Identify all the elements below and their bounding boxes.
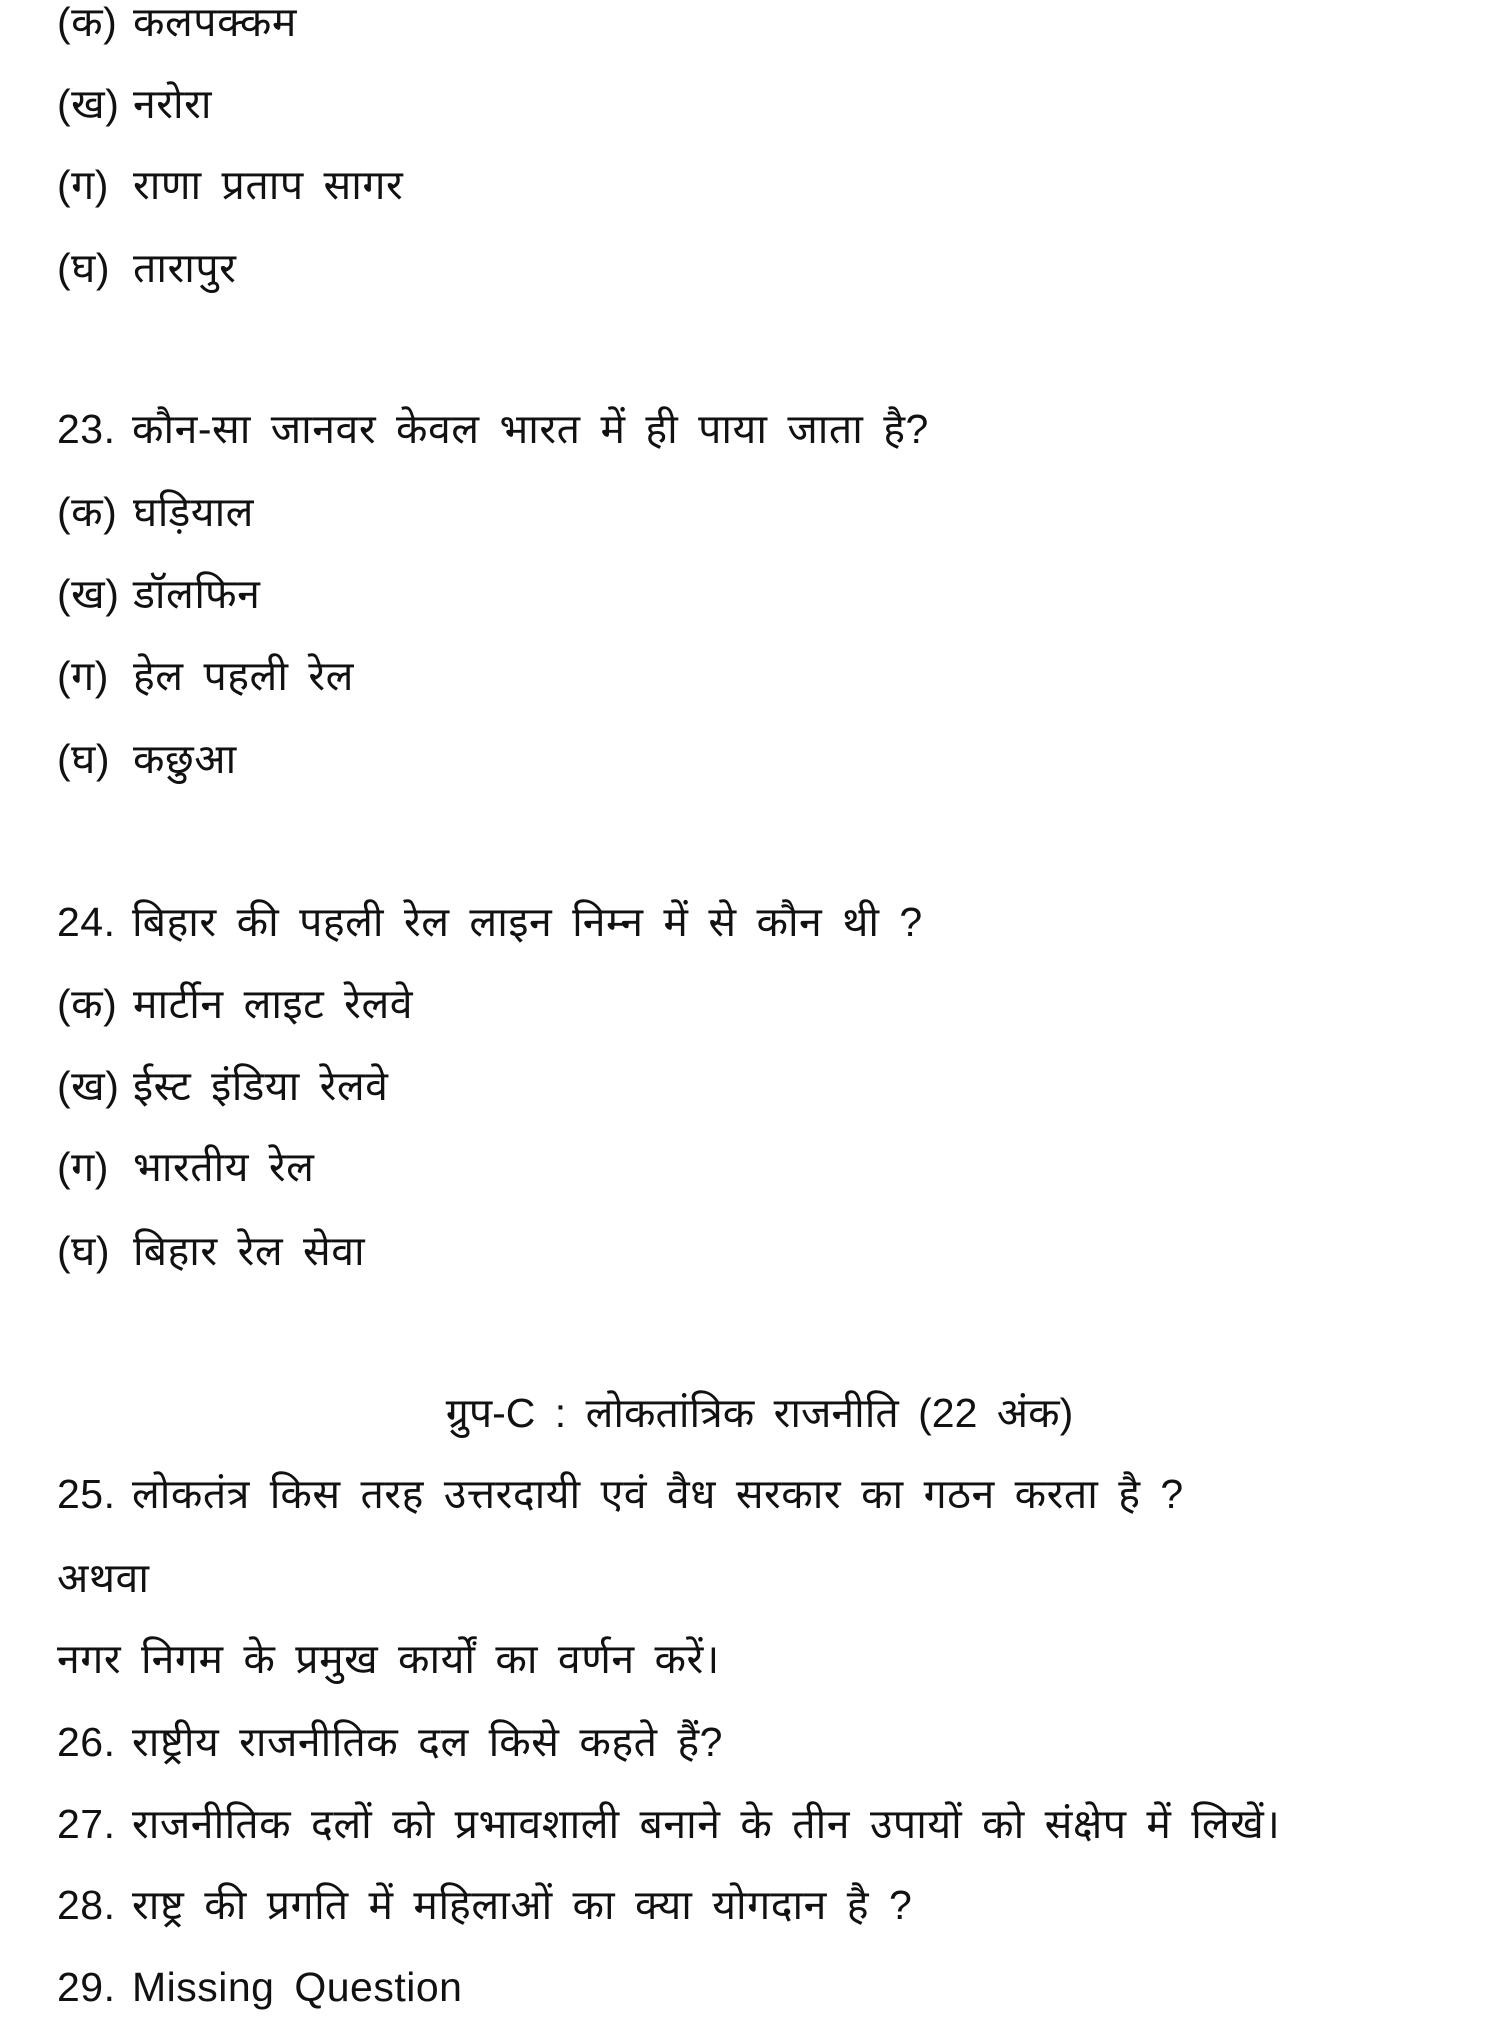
question-text: राजनीतिक दलों को प्रभावशाली बनाने के तीन उपायों को संक्षेप में लिखें। (132, 1801, 1281, 1847)
or-label: अथवा (57, 1555, 150, 1601)
q22-option-ka (57, 0, 297, 52)
option-label: (ग) (57, 1144, 109, 1190)
option-label: (क) (57, 0, 118, 45)
option-text: कलपक्कम (133, 0, 297, 45)
q24-option-gha (57, 1221, 365, 1281)
question-number: 27. (57, 1801, 116, 1847)
section-c-heading: ग्रुप-C : लोकतांत्रिक राजनीति (22 अंक) (445, 1390, 1074, 1436)
question-text: कौन-सा जानवर केवल भारत में ही पाया जाता है? (132, 406, 929, 452)
question-25 (57, 1464, 1184, 1524)
option-text: ईस्ट इंडिया रेलवे (133, 1063, 389, 1109)
q24-option-kha (57, 1056, 388, 1116)
option-label: (क) (57, 489, 118, 535)
q22-option-gha (57, 238, 236, 298)
question-25-alternative: नगर निगम के प्रमुख कार्यों का वर्णन करें। (57, 1636, 720, 1682)
q23-option-gha (57, 729, 237, 789)
question-text: बिहार की पहली रेल लाइन निम्न में से कौन थी ? (132, 899, 923, 945)
q24-option-ga (57, 1137, 314, 1197)
option-text: तारापुर (133, 245, 237, 291)
question-28 (57, 1875, 912, 1935)
question-text: राष्ट्रीय राजनीतिक दल किसे कहते हैं? (132, 1719, 723, 1765)
option-text: डॉलफिन (133, 571, 261, 617)
option-label: (ग) (57, 162, 109, 208)
option-text: मार्टीन लाइट रेलवे (133, 981, 414, 1027)
question-text: लोकतंत्र किस तरह उत्तरदायी एवं वैध सरकार का गठन करता है ? (132, 1471, 1184, 1517)
question-number: 23. (57, 406, 116, 452)
q24-option-ka (57, 974, 413, 1034)
question-29 (57, 1957, 462, 2017)
question-26 (57, 1712, 723, 1772)
q23-option-ka (57, 482, 254, 542)
question-24 (57, 892, 923, 952)
option-label: (क) (57, 981, 118, 1027)
option-label: (घ) (57, 1228, 111, 1274)
option-label: (ख) (57, 81, 120, 127)
option-label: (घ) (57, 736, 111, 782)
option-label: (ख) (57, 1063, 120, 1109)
question-number: 25. (57, 1471, 116, 1517)
q22-option-kha (57, 74, 212, 134)
question-text: Missing Question (132, 1964, 463, 2010)
option-text: भारतीय रेल (133, 1144, 315, 1190)
question-number: 29. (57, 1964, 116, 2010)
option-text: राणा प्रताप सागर (133, 162, 404, 208)
option-text: नरोरा (133, 81, 213, 127)
question-text: राष्ट्र की प्रगति में महिलाओं का क्या योगदान है ? (132, 1882, 913, 1928)
option-label: (ख) (57, 571, 120, 617)
question-number: 24. (57, 899, 116, 945)
q23-option-kha (57, 564, 260, 624)
question-23 (57, 399, 929, 459)
q23-option-ga (57, 646, 354, 706)
option-label: (घ) (57, 245, 111, 291)
q22-option-ga (57, 155, 403, 215)
question-number: 28. (57, 1882, 116, 1928)
option-text: बिहार रेल सेवा (133, 1228, 366, 1274)
option-text: कछुआ (133, 736, 237, 782)
option-label: (ग) (57, 653, 109, 699)
question-number: 26. (57, 1719, 116, 1765)
question-27 (57, 1794, 1280, 1854)
option-text: हेल पहली रेल (133, 653, 354, 699)
option-text: घड़ियाल (133, 489, 254, 535)
